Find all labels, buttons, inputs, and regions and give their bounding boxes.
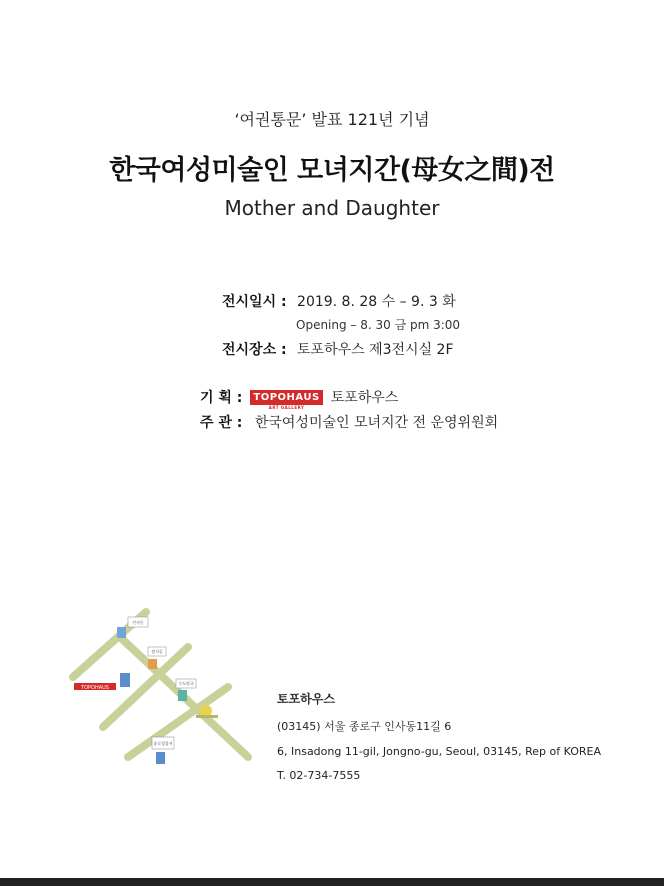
plan-value: 토포하우스 xyxy=(330,390,399,406)
venue-label: 전시장소 : xyxy=(222,342,287,358)
map-park-base xyxy=(196,715,218,718)
map-building-2 xyxy=(117,627,126,638)
org-label: 주 관 : xyxy=(200,415,243,431)
topohaus-logo-text: TOPOHAUS xyxy=(253,391,320,403)
map-place-4: 종로경찰서 xyxy=(153,741,173,746)
exhibition-venue-row xyxy=(222,339,454,359)
address-block xyxy=(277,690,601,793)
map-place-2: 쌈지길 xyxy=(151,649,163,654)
map-building-1 xyxy=(120,673,130,687)
exhibition-title-english: Mother and Daughter xyxy=(224,196,440,220)
opening-time: Opening – 8. 30 금 pm 3:00 xyxy=(296,318,461,332)
address-korean: (03145) 서울 종로구 인사동11길 6 xyxy=(277,720,452,733)
plan-label: 기 획 : xyxy=(200,390,243,406)
map-building-4 xyxy=(178,690,187,701)
org-value: 한국여성미술인 모녀지간 전 운영위원회 xyxy=(254,415,499,431)
map-topohaus-label: TOPOHAUS xyxy=(81,685,109,691)
organizer-row xyxy=(200,412,498,432)
map-building-3 xyxy=(148,659,157,669)
map-place-1: 인사동 xyxy=(132,620,144,625)
gallery-name: 토포하우스 xyxy=(277,692,335,706)
date-value: 2019. 8. 28 수 – 9. 3 화 xyxy=(297,294,456,310)
map-place-3: 수도약국 xyxy=(178,681,194,686)
exhibition-title: 한국여성미술인 모녀지간(母女之間)전 xyxy=(109,155,555,186)
location-map xyxy=(68,607,268,777)
map-drawing xyxy=(68,607,268,777)
address-english: 6, Insadong 11-gil, Jongno-gu, Seoul, 03145, Rep of KOREA xyxy=(277,745,602,758)
exhibition-date-row xyxy=(222,291,456,311)
venue-value: 토포하우스 제3전시실 2F xyxy=(297,342,454,358)
commemoration-subtitle: ‘여권통문’ 발표 121년 기념 xyxy=(234,110,430,129)
topohaus-logo-sub: ART GALLERY xyxy=(268,404,305,410)
planning-row xyxy=(200,387,399,410)
map-building-5 xyxy=(156,752,165,764)
bottom-border xyxy=(0,878,664,886)
topohaus-logo xyxy=(250,390,322,410)
telephone: T. 02-734-7555 xyxy=(277,769,361,782)
date-label: 전시일시 : xyxy=(222,294,287,310)
